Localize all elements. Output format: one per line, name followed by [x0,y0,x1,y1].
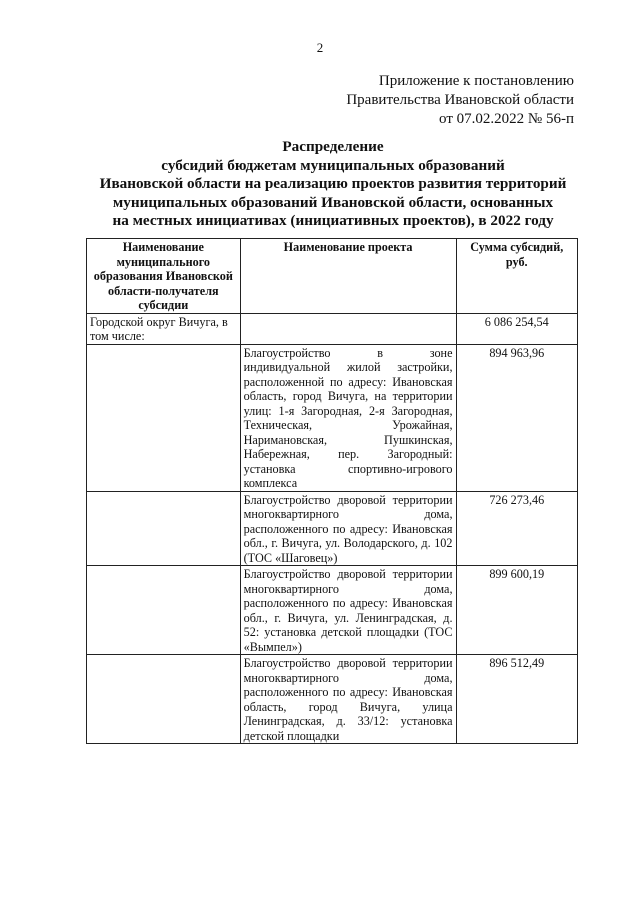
title-line: муниципальных образований Ивановской области, основанных [112,193,554,211]
cell-project: Благоустройство в зоне индивидуальной жилой застройки, расположенной по адресу: Ивановская область, город Вичуга, на территории улиц: 1-я Загородная, 2-я Загородная, Техническая, Урожайная, Наримановская, Пушкинская, Набережная, пер. Загородный: установка спортивно-игрового комплекса [240,344,456,491]
title-line: Распределение [282,138,384,155]
header-municipality: Наименование муниципального образования Ивановской области-получателя субсидии [87,239,241,314]
cell-municipality [87,655,241,744]
table-row [87,566,578,655]
cell-municipality [87,491,241,566]
cell-project: Благоустройство дворовой территории многоквартирного дома, расположенного по адресу: Ивановская область, город Вичуга, улица Ленинградская, д. 33/12: установка детской площадки [240,655,456,744]
appendix-line: Приложение к постановлению [378,73,574,89]
cell-amount: 894 963,96 [456,344,578,491]
title-line: Ивановской области на реализацию проектов развития территорий [99,175,567,192]
cell-amount: 6 086 254,54 [456,313,578,344]
cell-project [240,313,456,344]
cell-municipality: Городской округ Вичуга, в том числе: [87,313,241,344]
appendix-note [346,72,574,129]
cell-amount: 899 600,19 [456,566,578,655]
title-line: на местных инициативах (инициативных проектов), в 2022 году [112,212,554,229]
cell-municipality [87,344,241,491]
table-header-row [87,239,578,314]
subsidy-table [86,238,578,744]
cell-amount: 726 273,46 [456,491,578,566]
cell-project: Благоустройство дворовой территории многоквартирного дома, расположенного по адресу: Ивановская обл., г. Вичуга, ул. Володарского, д. 102 (ТОС «Шаговец») [240,491,456,566]
table-row [87,491,578,566]
appendix-line: Правительства Ивановской области [346,92,574,108]
cell-municipality [87,566,241,655]
appendix-line: от 07.02.2022 № 56-п [439,111,574,127]
document-title [80,138,586,231]
table-row [87,655,578,744]
title-line: субсидий бюджетам муниципальных образований [161,156,505,174]
table-row-total [87,313,578,344]
page-number: 2 [316,40,324,55]
cell-amount: 896 512,49 [456,655,578,744]
header-amount: Сумма субсидий, руб. [456,239,578,314]
cell-project: Благоустройство дворовой территории многоквартирного дома, расположенного по адресу: Ивановская обл., г. Вичуга, ул. Ленинградская, д. 52: установка детской площадки (ТОС «Вымпел») [240,566,456,655]
table-row [87,344,578,491]
header-project: Наименование проекта [240,239,456,314]
